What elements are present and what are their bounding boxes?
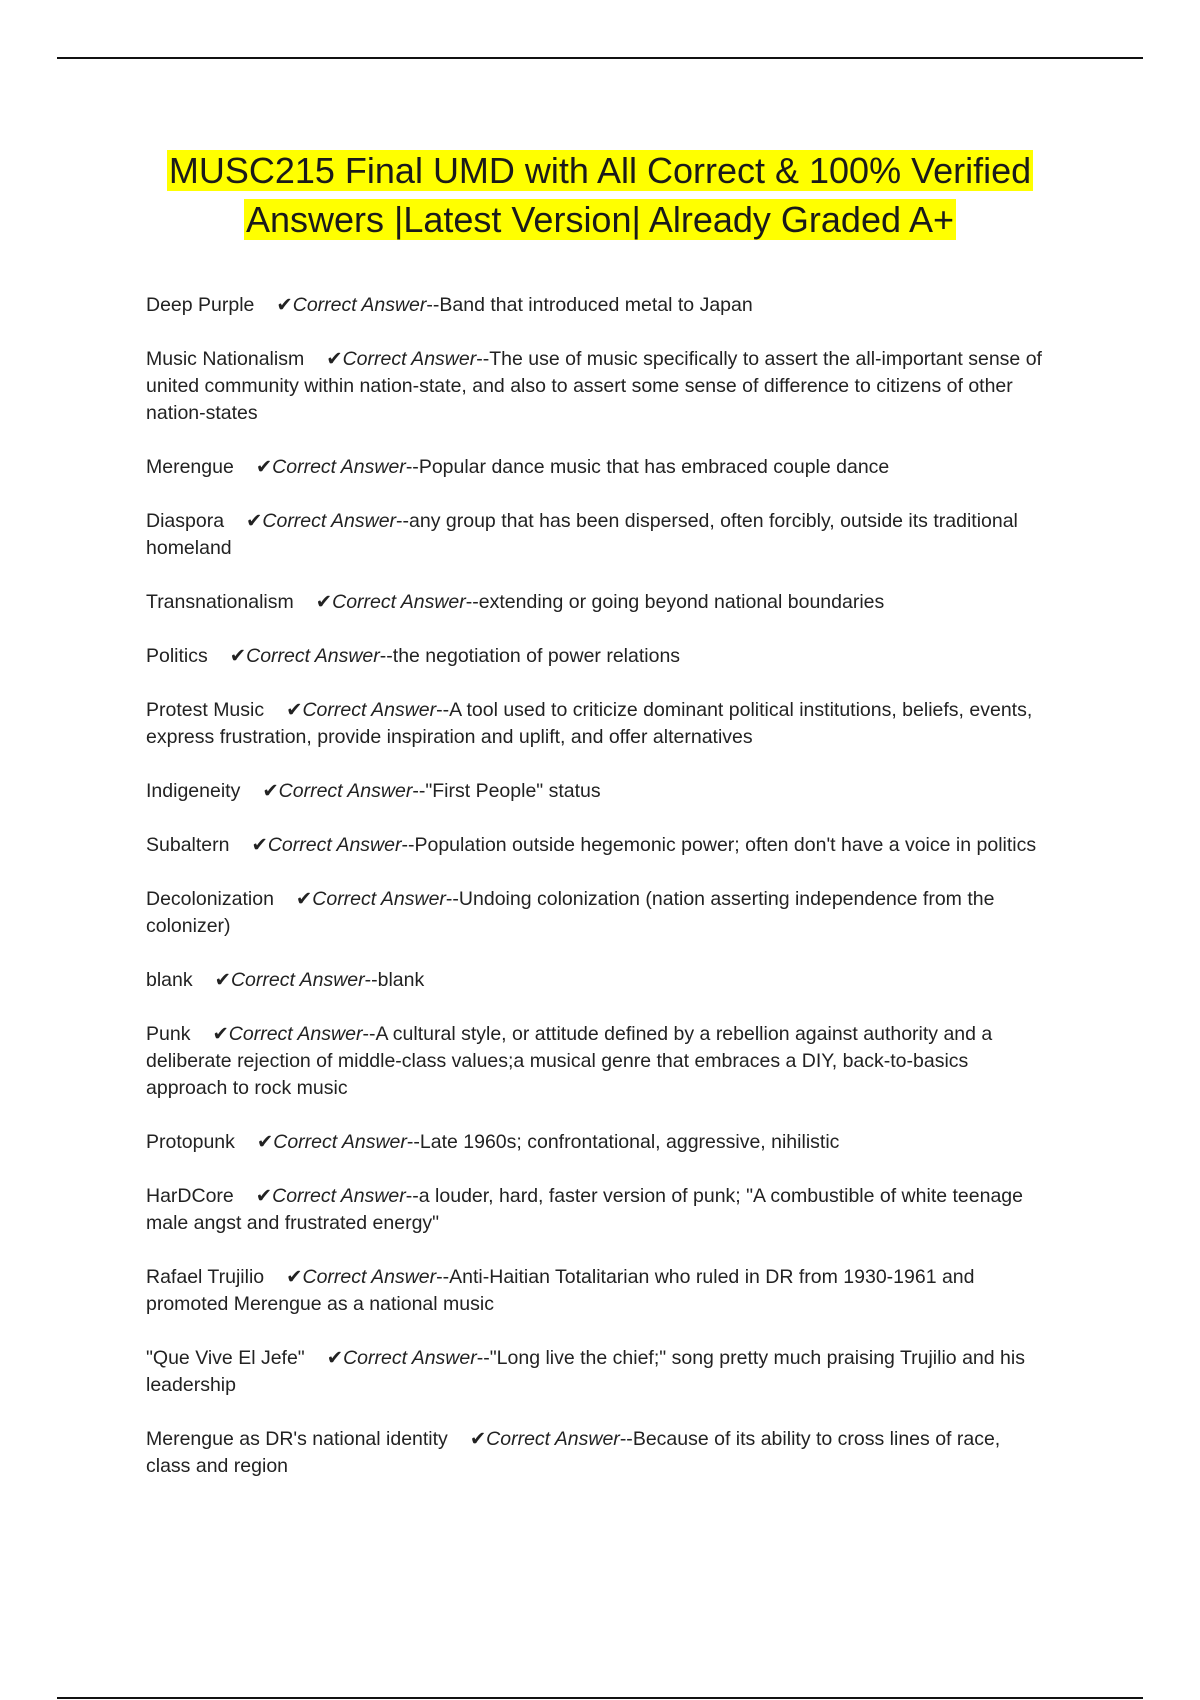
check-icon: ✔ <box>255 1185 273 1207</box>
qa-term: Music Nationalism <box>146 348 305 370</box>
qa-answer: The use of music specifically to assert the all-important sense of united community within nation-state, and also to assert some sense of difference to citizens of other nation-states <box>146 348 1042 424</box>
check-icon: ✔ <box>326 348 343 370</box>
qa-list <box>146 292 1046 1507</box>
correct-answer-label: Correct Answer <box>262 510 397 532</box>
check-icon: ✔ <box>262 780 279 802</box>
check-icon: ✔ <box>276 294 293 316</box>
qa-term: HarDCore <box>146 1185 234 1207</box>
answer-separator: -- <box>401 834 415 856</box>
correct-answer-label: Correct Answer <box>230 969 365 991</box>
correct-answer-label: Correct Answer <box>272 456 406 478</box>
check-icon: ✔ <box>315 591 333 613</box>
qa-item <box>146 1129 1046 1156</box>
qa-term: "Que Vive El Jefe" <box>146 1347 305 1369</box>
check-icon: ✔ <box>286 1266 303 1288</box>
qa-answer: Late 1960s; confrontational, aggressive, nihilistic <box>419 1131 840 1153</box>
answer-separator: -- <box>396 510 410 532</box>
qa-answer: "First People" status <box>425 780 601 802</box>
qa-term: Punk <box>146 1023 191 1045</box>
qa-term: Rafael Trujilio <box>146 1266 265 1288</box>
qa-item <box>146 1183 1046 1237</box>
qa-answer: Population outside hegemonic power; often don't have a voice in politics <box>414 834 1037 856</box>
qa-answer: a louder, hard, faster version of punk; "A combustible of white teenage male angst and frustrated energy" <box>146 1185 1023 1234</box>
answer-separator: -- <box>619 1428 633 1450</box>
qa-term: Diaspora <box>146 510 225 532</box>
qa-item <box>146 1426 1046 1480</box>
qa-item <box>146 589 1046 616</box>
correct-answer-label: Correct Answer <box>278 780 413 802</box>
qa-item <box>146 1021 1046 1102</box>
qa-answer: A cultural style, or attitude defined by a rebellion against authority and a deliberate rejection of middle-class values;a musical genre that embraces a DIY, back-to-basics approach to rock music <box>146 1023 993 1099</box>
qa-answer: blank <box>377 969 425 991</box>
correct-answer-label: Correct Answer <box>302 1266 437 1288</box>
qa-term: Protest Music <box>146 699 265 721</box>
answer-separator: -- <box>405 456 419 478</box>
correct-answer-label: Correct Answer <box>273 1131 407 1153</box>
qa-answer: any group that has been dispersed, often forcibly, outside its traditional homeland <box>146 510 1018 559</box>
qa-answer: extending or going beyond national boundaries <box>478 591 885 613</box>
qa-term: Deep Purple <box>146 294 255 316</box>
correct-answer-label: Correct Answer <box>292 294 427 316</box>
qa-term: Decolonization <box>146 888 274 910</box>
answer-separator: -- <box>405 1185 419 1207</box>
qa-answer: Popular dance music that has embraced couple dance <box>418 456 890 478</box>
check-icon: ✔ <box>295 888 313 910</box>
qa-term: Politics <box>146 645 208 667</box>
qa-term: Merengue as DR's national identity <box>146 1428 448 1450</box>
answer-separator: -- <box>436 1266 450 1288</box>
correct-answer-label: Correct Answer <box>486 1428 620 1450</box>
qa-item <box>146 454 1046 481</box>
correct-answer-label: Correct Answer <box>342 348 477 370</box>
check-icon: ✔ <box>214 969 231 991</box>
top-rule <box>57 57 1143 59</box>
qa-term: Transnationalism <box>146 591 294 613</box>
qa-term: Indigeneity <box>146 780 241 802</box>
qa-answer: Anti-Haitian Totalitarian who ruled in DR from 1930-1961 and promoted Merengue as a national music <box>146 1266 975 1315</box>
correct-answer-label: Correct Answer <box>343 1347 477 1369</box>
answer-separator: -- <box>379 645 393 667</box>
qa-term: blank <box>146 969 193 991</box>
answer-separator: -- <box>436 699 450 721</box>
answer-separator: -- <box>362 1023 376 1045</box>
document-title <box>100 146 1100 244</box>
check-icon: ✔ <box>286 699 303 721</box>
check-icon: ✔ <box>255 456 273 478</box>
answer-separator: -- <box>445 888 459 910</box>
answer-separator: -- <box>465 591 479 613</box>
check-icon: ✔ <box>251 834 268 856</box>
qa-item <box>146 643 1046 670</box>
check-icon: ✔ <box>229 645 247 667</box>
qa-item <box>146 967 1046 994</box>
check-icon: ✔ <box>256 1131 274 1153</box>
qa-item <box>146 346 1046 427</box>
correct-answer-label: Correct Answer <box>228 1023 363 1045</box>
check-icon: ✔ <box>469 1428 487 1450</box>
bottom-rule <box>57 1697 1143 1699</box>
answer-separator: -- <box>406 1131 420 1153</box>
correct-answer-label: Correct Answer <box>267 834 402 856</box>
qa-item <box>146 778 1046 805</box>
check-icon: ✔ <box>326 1347 344 1369</box>
correct-answer-label: Correct Answer <box>312 888 446 910</box>
answer-separator: -- <box>364 969 378 991</box>
qa-item <box>146 832 1046 859</box>
answer-separator: -- <box>412 780 426 802</box>
qa-item <box>146 1345 1046 1399</box>
correct-answer-label: Correct Answer <box>272 1185 406 1207</box>
qa-answer: A tool used to criticize dominant political institutions, beliefs, events, express frustration, provide inspiration and uplift, and offer alternatives <box>146 699 1033 748</box>
qa-item <box>146 697 1046 751</box>
answer-separator: -- <box>476 348 490 370</box>
qa-term: Protopunk <box>146 1131 235 1153</box>
correct-answer-label: Correct Answer <box>246 645 380 667</box>
check-icon: ✔ <box>246 510 263 532</box>
check-icon: ✔ <box>212 1023 229 1045</box>
correct-answer-label: Correct Answer <box>332 591 466 613</box>
qa-item <box>146 1264 1046 1318</box>
qa-item <box>146 292 1046 319</box>
qa-answer: Undoing colonization (nation asserting independence from the colonizer) <box>146 888 995 937</box>
answer-separator: -- <box>476 1347 490 1369</box>
qa-answer: "Long live the chief;" song pretty much praising Trujilio and his leadership <box>146 1347 1025 1396</box>
title-line-1: MUSC215 Final UMD with All Correct & 100% Verified <box>168 150 1032 191</box>
qa-item <box>146 508 1046 562</box>
qa-answer: Band that introduced metal to Japan <box>439 294 753 316</box>
answer-separator: -- <box>426 294 440 316</box>
qa-answer: Because of its ability to cross lines of race, class and region <box>146 1428 1001 1477</box>
qa-term: Merengue <box>146 456 234 478</box>
correct-answer-label: Correct Answer <box>302 699 437 721</box>
title-line-2: Answers |Latest Version| Already Graded A+ <box>245 199 955 240</box>
qa-item <box>146 886 1046 940</box>
qa-term: Subaltern <box>146 834 230 856</box>
qa-answer: the negotiation of power relations <box>392 645 681 667</box>
